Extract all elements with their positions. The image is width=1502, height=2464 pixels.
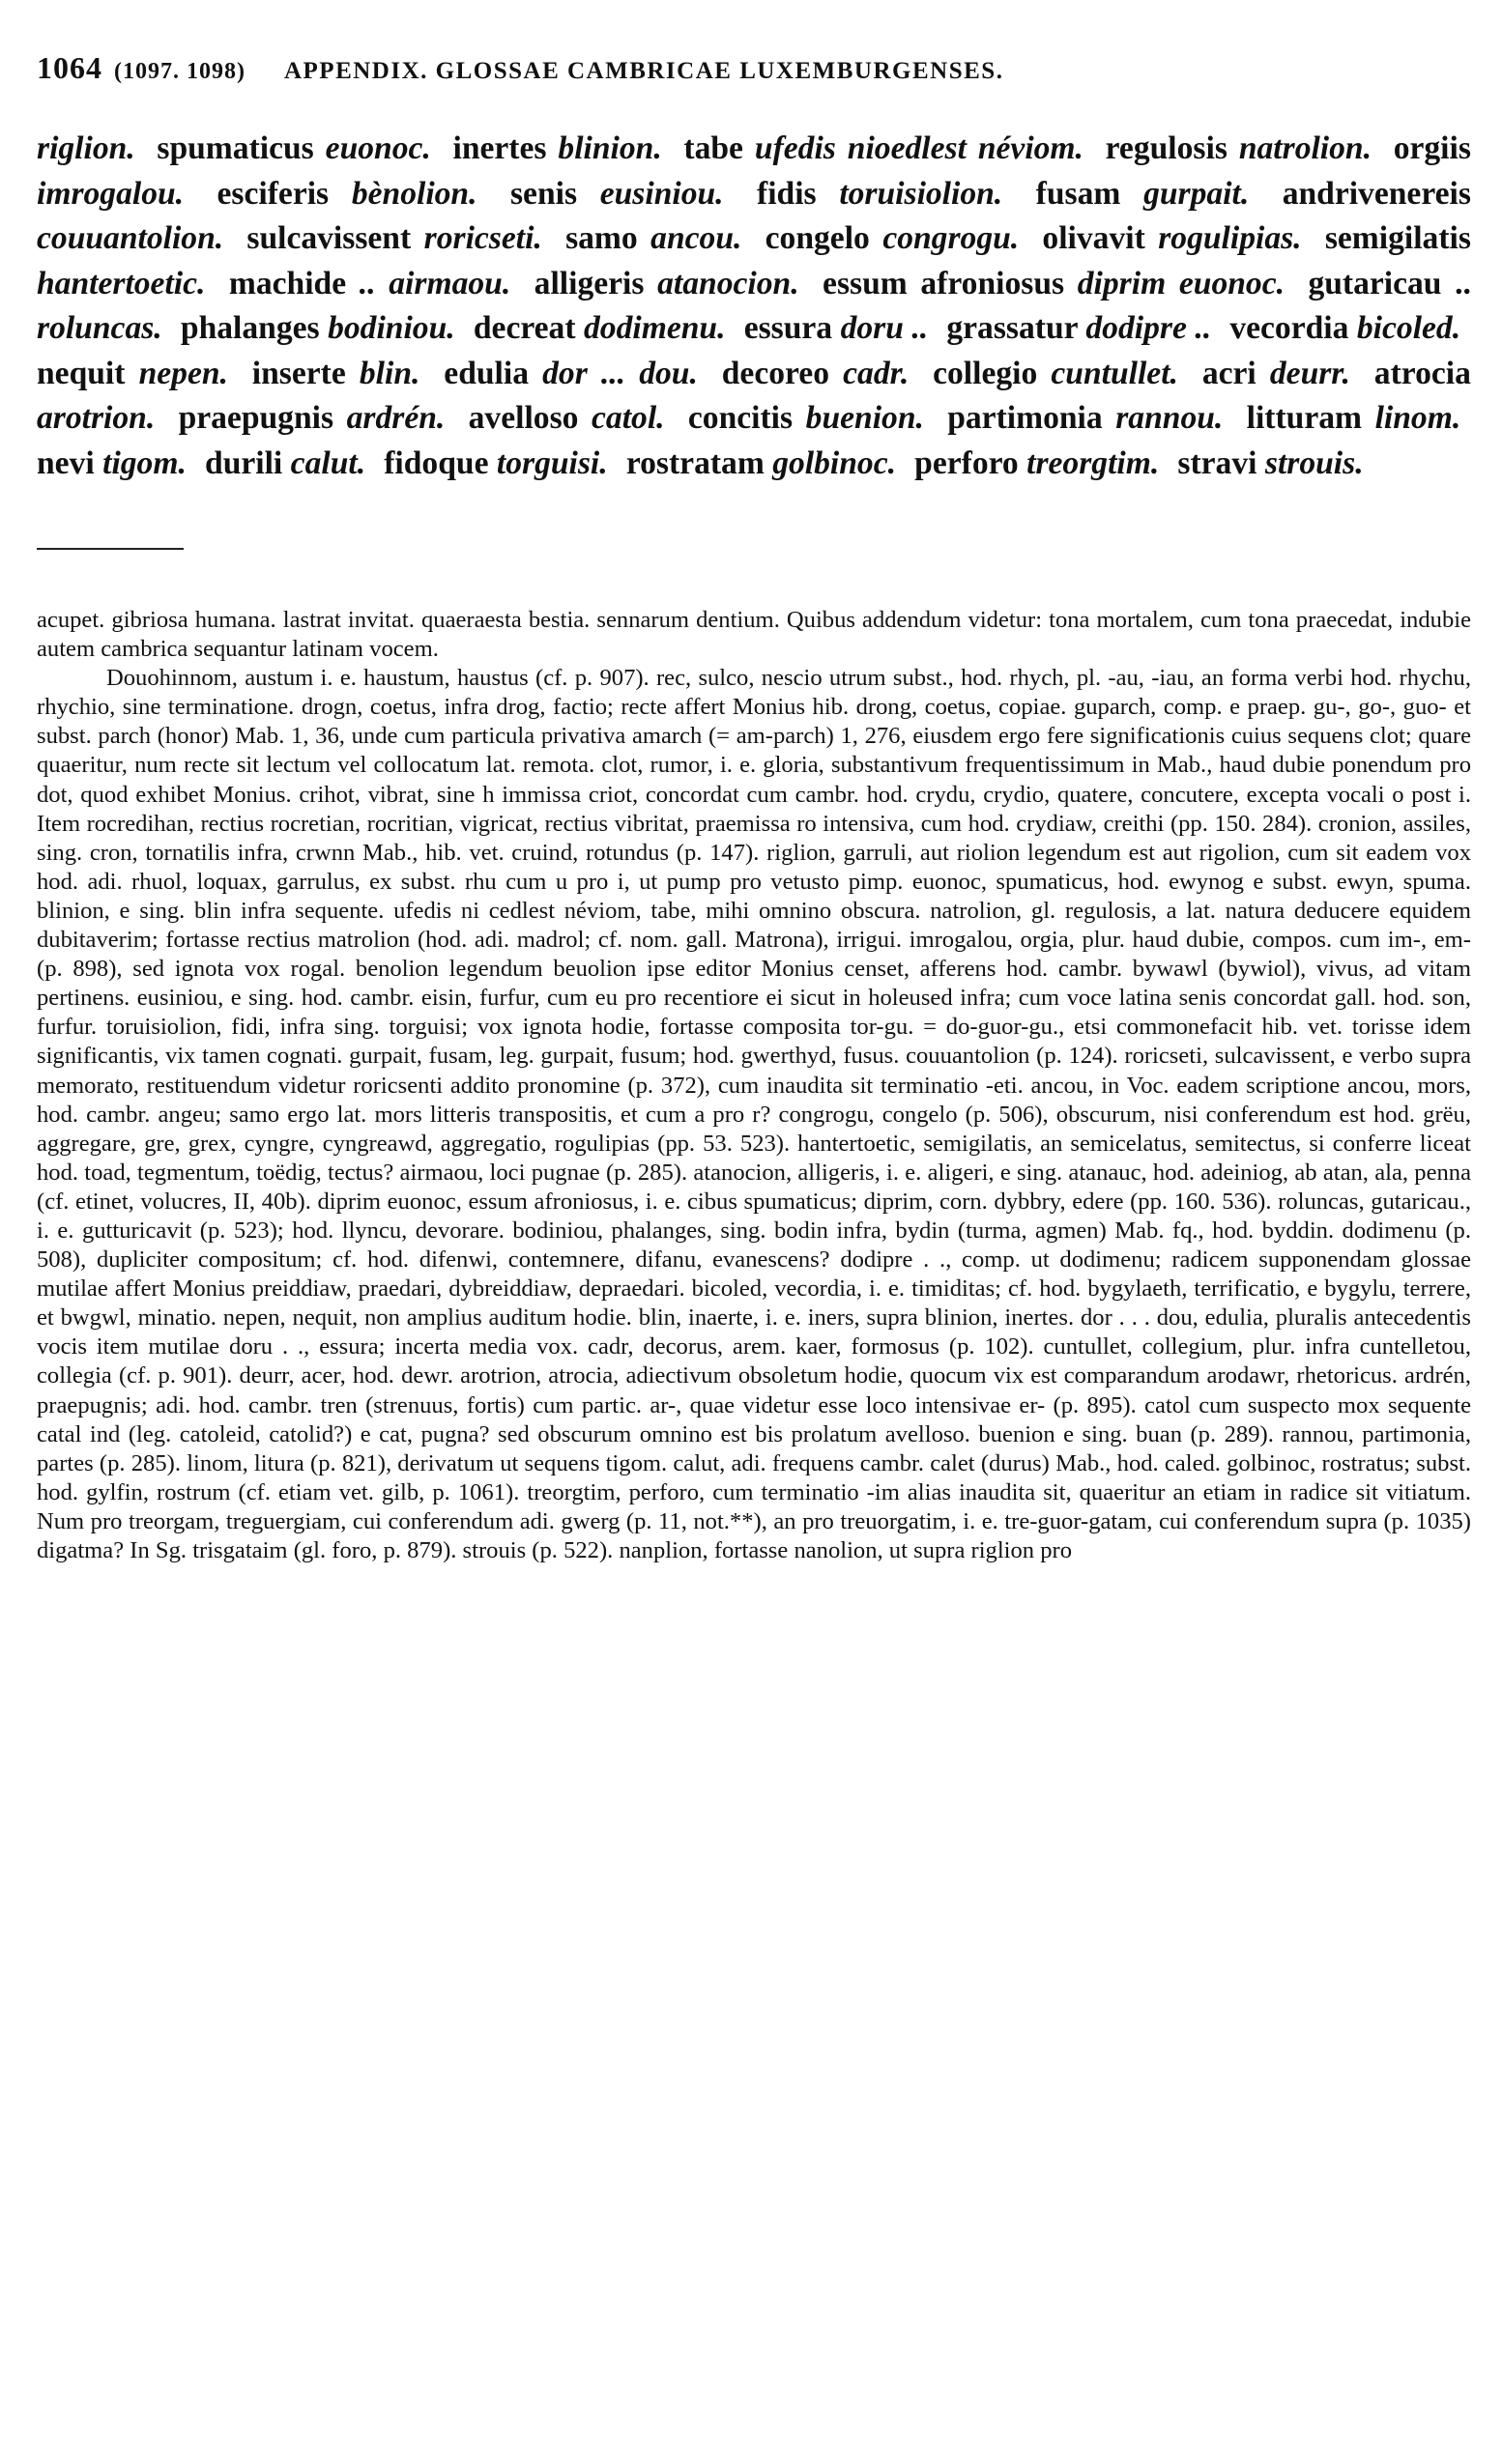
glossary-entry [37,130,135,166]
welsh-gloss: .. airmaou. [359,265,511,301]
welsh-gloss: catol. [592,400,665,436]
latin-term: spumaticus [157,130,314,166]
notes-paragraph-intro: acupet. gibriosa humana. lastrat invitat. quaeraesta bestia. sennarum dentium. Quibus addendum videtur: tona mortalem, cum tona praecedat, indubie autem cambrica sequantur latinam vocem. [37,607,1471,663]
latin-term: inserte [251,355,346,391]
latin-term: phalanges [180,310,320,346]
latin-term: grassatur [946,310,1078,346]
glossary-entry [179,400,446,436]
glossary-text [37,127,1471,486]
latin-term: collegio [933,355,1038,391]
glossary-entry [744,310,928,346]
latin-term: litturam [1246,400,1363,436]
page-number: 1064 [37,50,102,85]
glossary-entry [181,310,455,346]
notes-paragraph-commentary: Douohinnom, austum i. e. haustum, haustus (cf. p. 907). rec, sulco, nescio utrum subst., hod. rhych, pl. -au, -iau, an forma verbi hod. rhychu, rhychio, sine terminatione. drogn, coetus, infra drog, factio; recte affert Monius hib. drong, coetus, copiae. guparch, comp. e praep. gu-, go-, guo- et subst. parch (honor) Mab. 1, 36, unde cum particula privativa amarch (= am-parch) 1, 276, eiusdem ergo fere significationis cuius sequens clot; quare quaeritur, num recte sit lectum vel collocatum lat. remota. clot, rumor, i. e. gloria, substantivum frequentissimum in Mab., haud dubie ponendum pro dot, quod exhibet Monius. crihot, vibrat, sine h immissa criot, concordat cum cambr. hod. crydu, crydio, quatere, concutere, excepta vocali o post i. Item rocredihan, rectius rocretian, rocritian, vigricat, rectius vibritat, praemissa ro intensiva, cum hod. crydiaw, creithi (pp. 150. 284). cronion, assiles, sing. cron, tornatilis infra, crwnn Mab., hib. vet. cruind, rotundus (p. 147). riglion, garruli, aut riolion legendum est aut rigolion, cum sit eadem vox hod. adi. rhuol, loquax, garrulus, ex subst. rhu cum u pro i, ut pump pro vetusto pimp. euonoc, spumaticus, hod. ewynog e subst. ewyn, spuma. blinion, e sing. blin infra sequente. ufedis ni cedlest néviom, tabe, mihi omnino obscura. natrolion, gl. regulosis, a lat. natura deducere equidem dubitaverim; fortasse rectius matrolion (hod. adi. madrol; cf. nom. gall. Matrona), irrigui. imrogalou, orgia, plur. haud dubie, compos. cum im-, em- (p. 898), sed ignota vox rogal. benolion legendum beuolion ipse editor Monius censet, afferens hod. cambr. bywawl (bywiol), vivus, ad vitam pertinens. eusiniou, e sing. hod. cambr. eisin, furfur, cum eu pro recentiore ei sicut in holeused infra; cum voce latina senis concordat gall. hod. son, furfur. toruisiolion, fidi, infra sing. torguisi; vox ignota hodie, fortasse composita tor-gu. = do-guor-gu., etsi commonefacit hib. vet. torisse idem significantis, vix tamen cognati. gurpait, fusam, leg. gurpait, fusum; hod. gwerthyd, fusus. couuantolion (p. 124). roricseti, sulcavissent, e verbo supra memorato, restituendum videtur roricsenti addito pronomine (p. 372), cum inaudita sit terminatio -eti. ancou, in Voc. eadem scriptione ancou, mors, hod. cambr. angeu; samo ergo lat. mors litteris transpositis, et cum a pro r? congrogu, congelo (p. 506), obscurum, nisi conferendum est hod. grëu, aggregare, gre, grex, cyngre, cyngreawd, aggregatio, rogulipias (pp. 53. 523). hantertoetic, semigilatis, an semicelatus, semitectus, si conferre liceat hod. toad, tegmentum, toëdig, tectus? airmaou, loci pugnae (p. 285). atanocion, alligeris, i. e. aligeri, e sing. atanauc, hod. adeiniog, ab atan, ala, penna (cf. etinet, volucres, II, 40b). diprim euonoc, essum afroniosus, i. e. cibus spumaticus; diprim, corn. dybbry, edere (pp. 160. 536). roluncas, gutaricau., i. e. gutturicavit (p. 523); hod. llyncu, devorare. bodiniou, phalanges, sing. bodin infra, bydin (turma, agmen) Mab. fq., hod. byddin. dodimenu (p. 508), dupliciter compositum; cf. hod. difenwi, contemnere, difanu, evanescens? dodipre . ., comp. ut dodimenu; radicem supponendam glossae mutilae affert Monius preiddiaw, praedari, dybreiddiaw, depraedari. bicoled, vecordia, i. e. timiditas; cf. hod. bygylaeth, terrificatio, e bygylu, terrere, et bwgwl, minatio. nepen, nequit, non amplius auditum hodie. blin, inaerte, i. e. iners, supra blinion, inertes. dor . . . dou, edulia, pluralis antecedentis vocis item mutilae doru . ., essura; incerta media vox. cadr, decorus, arem. kaer, formosus (p. 102). cuntullet, collegium, plur. infra cuntelletou, collegia (cf. p. 901). deurr, acer, hod. dewr. arotrion, atrocia, adiectivum obsoletum hodie, quocum vix est comparandum arodawr, rhetoricus. ardrén, praepugnis; adi. hod. cambr. tren (strenuus, fortis) cum partic. ar-, quae videtur esse loco intensivae er- (p. 895). catol cum suspecto mox sequente catal ind (leg. catoleid, catolid?) e cat, pugna? sed obscurum omnino est bis prolatum avelloso. buenion e sing. buan (p. 289). rannou, partimonia, partes (p. 285). linom, litura (p. 821), derivatum ut sequens tigom. calut, adi. frequens cambr. calet (durus) Mab., hod. caled. golbinoc, rostratus; subst. hod. gylfin, rostrum (cf. etiam vet. gilb, p. 1061). treorgtim, perforo, cum terminatio -im alias inaudita sit, quaeritur an etiam in radice sit vitiatum. Num pro treorgam, treguergiam, cui conferendum adi. gwerg (p. 11, not.**), an pro treuorgatim, i. e. tre-guor-gatam, cui conferendum supra (p. 1035) digatma? In Sg. trisgataim (gl. foro, p. 879). strouis (p. 522). nanplion, fortasse nanolion, ut supra riglion pro [37,665,1471,1563]
glossary-entry [1036,176,1250,212]
latin-term: essum afroniosus [823,265,1065,301]
glossary-entry [229,266,510,301]
welsh-gloss: roricseti. [423,220,542,256]
latin-term: rostratam [625,444,765,481]
welsh-gloss: buenion. [805,400,924,436]
welsh-gloss: ardrén. [346,400,446,436]
welsh-gloss: imrogalou. [37,175,185,212]
welsh-gloss: dodimenu. [584,310,726,346]
glossary-entry [757,176,1002,212]
latin-term: decoreo [721,355,829,391]
welsh-gloss: blinion. [558,130,662,166]
welsh-gloss: cuntullet. [1051,355,1178,391]
glossary-entry [683,130,1083,166]
latin-term: perforo [914,444,1019,481]
latin-term: olivavit [1042,220,1145,256]
welsh-gloss: congrogu. [882,220,1020,256]
welsh-gloss: bicoled. [1356,310,1461,346]
glossary-entry [510,176,724,212]
glossary-entry [384,445,607,481]
latin-term: nequit [37,355,126,391]
welsh-gloss: riglion. [37,130,135,166]
latin-term: edulia [444,355,529,391]
glossary-entry [765,220,1020,256]
welsh-gloss: gurpait. [1143,175,1250,212]
glossary-entry [217,176,477,212]
welsh-gloss: rogulipias. [1158,220,1302,256]
latin-term: esciferis [217,175,330,212]
welsh-gloss: bènolion. [351,175,477,212]
glossary-entry [933,356,1178,391]
welsh-gloss: euonoc. [325,130,431,166]
glossary-entry [626,445,896,481]
welsh-gloss: arotrion. [37,400,156,436]
welsh-gloss: roluncas. [37,310,162,346]
welsh-gloss: bodiniou. [328,310,455,346]
welsh-gloss: calut. [290,444,366,481]
running-header [37,50,1471,86]
latin-term: atrocia [1373,355,1471,391]
latin-term: decreat [473,310,576,346]
latin-term: stravi [1177,444,1257,481]
glossary-entry [205,445,365,481]
latin-term: durili [205,444,283,481]
glossary-entry [1042,220,1301,256]
page-references: (1097. 1098) [114,59,246,84]
glossary-entry [474,310,726,346]
glossary-entry [252,356,420,391]
glossary-entry [1106,130,1372,166]
glossary-entry [444,356,698,391]
glossary-entry [534,266,799,301]
latin-term: vecordia [1229,310,1349,346]
welsh-gloss: treorgtim. [1026,444,1160,481]
latin-term: alligeris [534,265,645,301]
welsh-gloss: dodipre .. [1085,310,1212,346]
latin-term: tabe [683,130,743,166]
glossary-entry [823,266,1285,301]
welsh-gloss: hantertoetic. [37,265,206,301]
latin-term: acri [1201,355,1256,391]
glossary-entry [157,130,430,166]
welsh-gloss: nepen. [138,355,228,391]
glossary-entry [37,445,187,481]
glossary-entry [453,130,662,166]
latin-term: nevi [37,444,95,481]
glossary-entry [246,220,541,256]
commentary-notes [37,606,1471,1565]
latin-term: fidis [757,175,817,212]
latin-term: avelloso [468,400,579,436]
latin-term: fusam [1035,175,1121,212]
welsh-gloss: eusiniou. [599,175,724,212]
welsh-gloss: doru .. [840,310,929,346]
glossary-entry [947,400,1223,436]
glossary-entry [1202,356,1350,391]
latin-term: partimonia [947,400,1103,436]
welsh-gloss: atanocion. [657,265,799,301]
latin-term: samo [565,220,638,256]
welsh-gloss: toruisiolion. [839,175,1003,212]
latin-term: andrivenereis [1282,175,1471,212]
latin-term: congelo [765,220,870,256]
welsh-gloss: strouis. [1264,444,1364,481]
welsh-gloss: dor ... dou. [542,355,698,391]
latin-term: inertes [452,130,547,166]
welsh-gloss: cadr. [843,355,910,391]
latin-term: essura [743,310,833,346]
welsh-gloss: couuantolion. [37,220,224,256]
glossary-entry [37,356,228,391]
latin-term: orgiis [1393,130,1471,166]
glossary-entry [1229,310,1460,346]
welsh-gloss: tigom. [102,444,187,481]
latin-term: senis [509,175,578,212]
welsh-gloss: ufedis nioedlest néviom. [754,130,1083,166]
glossary-entry [469,400,665,436]
latin-term: fidoque [384,444,489,481]
latin-term: regulosis [1105,130,1228,166]
glossary-entry [688,400,924,436]
latin-term: semigilatis [1324,220,1471,256]
latin-term: sulcavissent [246,220,412,256]
glossary-entry [946,310,1211,346]
section-divider [37,548,184,550]
welsh-gloss: blin. [359,355,420,391]
glossary-entry [722,356,909,391]
latin-term: praepugnis [178,400,334,436]
latin-term: concitis [687,400,794,436]
welsh-gloss: deurr. [1269,355,1350,391]
page [37,50,1471,1565]
welsh-gloss: golbinoc. [772,444,897,481]
welsh-gloss: linom. [1374,400,1461,436]
glossary-entry [565,220,741,256]
welsh-gloss: natrolion. [1238,130,1372,166]
glossary-entry [1247,400,1461,436]
welsh-gloss: diprim euonoc. [1077,265,1285,301]
running-title: APPENDIX. GLOSSAE CAMBRICAE LUXEMBURGENSES. [283,58,1004,84]
latin-term: machide [228,265,347,301]
welsh-gloss: ancou. [650,220,742,256]
welsh-gloss: rannou. [1115,400,1224,436]
glossary-entry [914,445,1159,481]
latin-term: gutaricau .. [1308,265,1471,301]
glossary-entry [1177,445,1363,481]
welsh-gloss: torguisi. [496,444,608,481]
